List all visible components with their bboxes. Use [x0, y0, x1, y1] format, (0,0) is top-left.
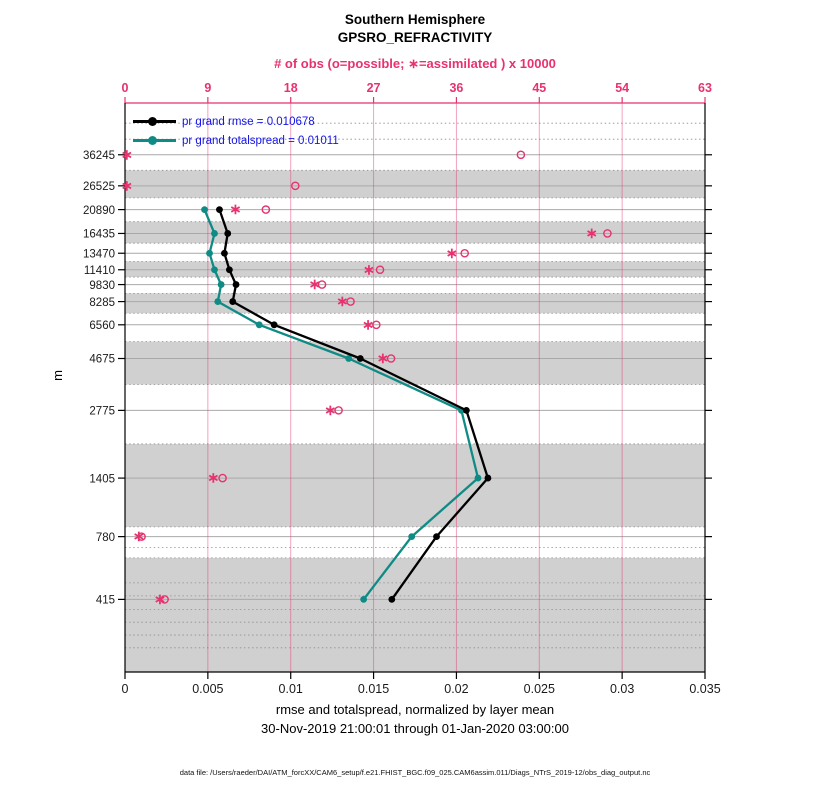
y-tick-label: 2775 [89, 405, 115, 418]
y-tick-label: 6560 [89, 320, 115, 333]
figure-title: Southern Hemisphere [344, 12, 486, 27]
layer-band [125, 558, 705, 672]
obs-assimilated-marker: ∗ [324, 402, 337, 419]
totalspread-point [201, 206, 208, 213]
obs-assimilated-marker: ∗ [229, 202, 242, 219]
legend-item-rmse [133, 112, 339, 131]
obs-tick-label: 27 [366, 81, 381, 95]
x-tick-label: 0.02 [444, 682, 469, 696]
obs-assimilated-marker: ∗ [120, 147, 133, 164]
rmse-point [433, 533, 440, 540]
obs-assimilated-marker: ∗ [153, 591, 167, 608]
layer-band [125, 293, 705, 313]
rmse-point [271, 321, 278, 328]
x-tick-label: 0 [121, 682, 129, 696]
obs-assimilated-marker: ∗ [120, 178, 133, 195]
obs-axis-label: # of obs (o=possible; ∗=assimilated ) x 10000 [274, 56, 556, 71]
rmse-point [485, 475, 492, 482]
totalspread-point [256, 321, 263, 328]
obs-tick-label: 63 [698, 81, 712, 95]
y-tick-label: 36245 [83, 149, 115, 162]
rmse-point [216, 206, 223, 213]
totalspread-point [206, 250, 213, 257]
obs-assimilated-marker: ∗ [336, 294, 349, 311]
obs-tick-label: 45 [532, 81, 547, 95]
legend-item-totalspread [133, 131, 339, 150]
totalspread-point [214, 298, 221, 305]
totalspread-point [218, 281, 225, 288]
legend-label-rmse: pr grand rmse = 0.010678 [182, 115, 315, 128]
totalspread-line-sample [133, 131, 176, 150]
y-axis-label: m [49, 370, 65, 381]
y-tick-label: 26525 [83, 181, 115, 194]
legend-label-totalspread: pr grand totalspread = 0.01011 [182, 134, 339, 147]
totalspread-point [475, 475, 482, 482]
rmse-point [233, 281, 240, 288]
obs-tick-label: 54 [615, 81, 630, 95]
x-tick-label: 0.01 [278, 682, 303, 696]
y-tick-label: 13470 [83, 248, 115, 261]
x-tick-label: 0.03 [609, 682, 635, 696]
x-tick-label: 0.005 [192, 682, 224, 696]
x-tick-label: 0.025 [523, 682, 555, 696]
y-tick-label: 415 [95, 594, 115, 607]
rmse-line-sample [133, 112, 176, 131]
rmse-point [226, 266, 233, 273]
obs-assimilated-marker: ∗ [308, 277, 321, 294]
y-tick-label: 20890 [83, 204, 115, 217]
layer-band [125, 170, 705, 198]
data-file-path: data file: /Users/raeder/DAI/ATM_forcXX/CAM6_setup/f.e21.FHIST_BGC.f09_025.CAM6assim.011/Diags_NTrS_2019-12/obs_diag_output.nc [179, 768, 651, 777]
figure-subtitle: GPSRO_REFRACTIVITY [337, 30, 493, 45]
obs-assimilated-marker: ∗ [132, 529, 145, 546]
y-tick-label: 11410 [83, 264, 115, 277]
obs-assimilated-marker: ∗ [362, 262, 376, 279]
totalspread-point [211, 230, 218, 237]
obs-tick-label: 36 [449, 81, 464, 95]
obs-assimilated-marker: ∗ [585, 226, 598, 243]
date-range-label: 30-Nov-2019 21:00:01 through 01-Jan-2020 03:00:00 [261, 721, 569, 736]
y-tick-label: 8285 [89, 296, 115, 309]
rmse-point [388, 596, 395, 603]
obs-assimilated-marker: ∗ [376, 351, 389, 368]
obs-assimilated-marker: ∗ [445, 245, 458, 262]
y-tick-label: 4675 [89, 353, 115, 366]
rmse-point [229, 298, 236, 305]
obs-tick-label: 9 [204, 81, 212, 95]
totalspread-point [408, 533, 415, 540]
legend [133, 112, 339, 150]
y-tick-label: 780 [95, 531, 115, 544]
y-tick-label: 1405 [89, 473, 115, 486]
totalspread-point [360, 596, 367, 603]
obs-tick-label: 18 [283, 81, 298, 95]
layer-band [125, 342, 705, 385]
rmse-point [463, 407, 470, 414]
obs-tick-label: 0 [121, 81, 129, 95]
obs-assimilated-marker: ∗ [361, 317, 375, 334]
y-tick-label: 9830 [89, 279, 115, 292]
x-tick-label: 0.015 [357, 682, 390, 696]
rmse-point [357, 355, 364, 362]
y-tick-label: 16435 [83, 228, 115, 241]
rmse-point [221, 250, 228, 257]
obs-assimilated-marker: ∗ [207, 470, 220, 487]
totalspread-point [211, 266, 218, 273]
rmse-point [224, 230, 231, 237]
x-axis-label: rmse and totalspread, normalized by layer mean [275, 702, 555, 717]
x-tick-label: 0.035 [689, 682, 721, 696]
